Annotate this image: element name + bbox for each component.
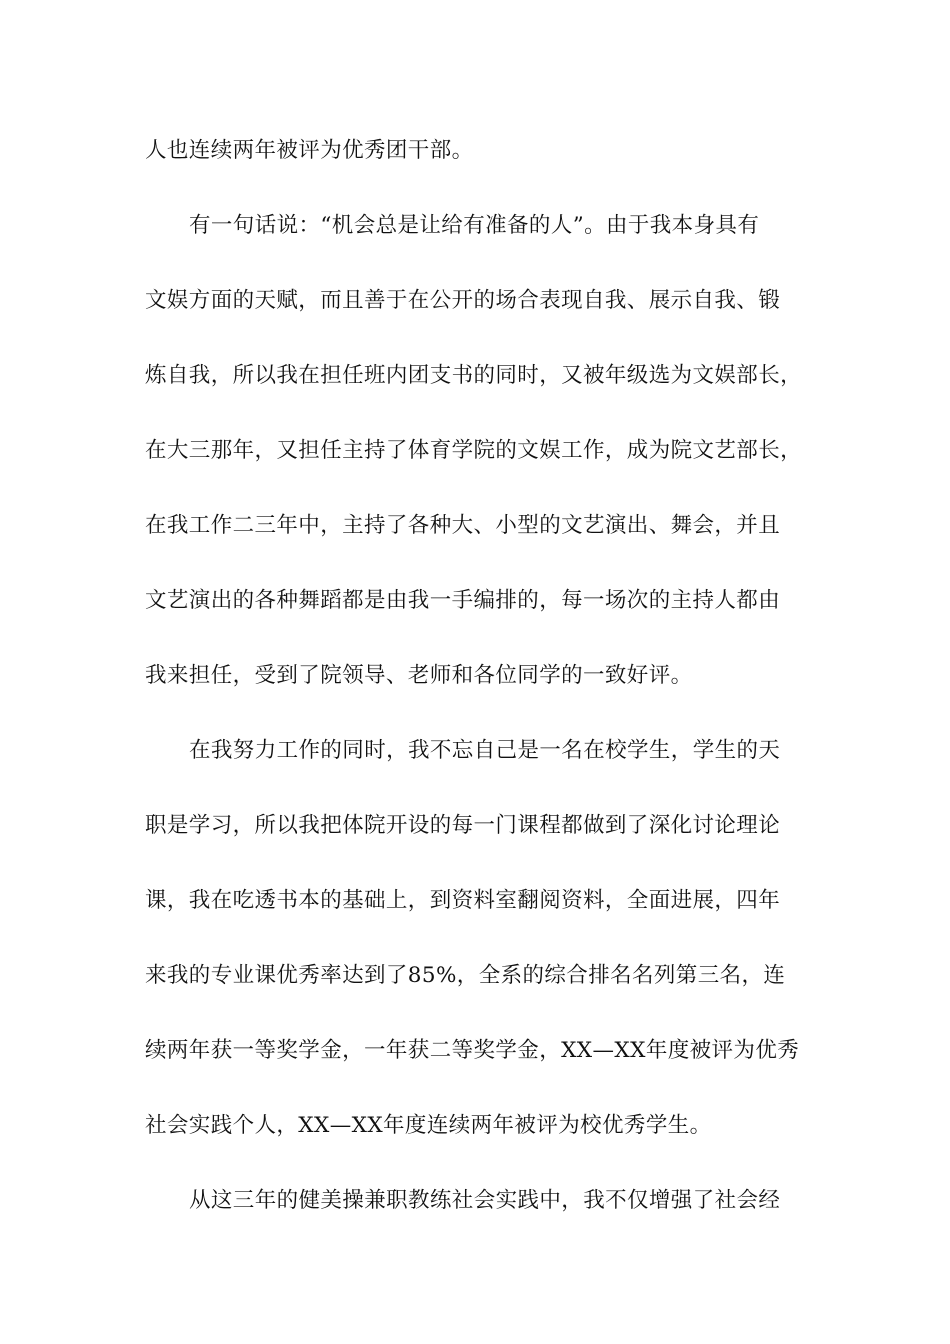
text-line-11: 课，我在吃透书本的基础上，到资料室翻阅资料，全面进展，四年 [145, 888, 781, 913]
text-line-8: 我来担任，受到了院领导、老师和各位同学的一致好评。 [145, 663, 693, 688]
text-line-15: 从这三年的健美操兼职教练社会实践中，我不仅增强了社会经 [189, 1188, 781, 1213]
text-line-3: 文娱方面的天赋，而且善于在公开的场合表现自我、展示自我、锻 [145, 288, 781, 313]
text-line-12: 来我的专业课优秀率达到了85%，全系的综合排名名列第三名，连 [145, 963, 786, 988]
text-line-1: 人也连续两年被评为优秀团干部。 [145, 138, 474, 163]
text-line-10: 职是学习，所以我把体院开设的每一门课程都做到了深化讨论理论 [145, 813, 781, 838]
text-line-7: 文艺演出的各种舞蹈都是由我一手编排的，每一场次的主持人都由 [145, 588, 781, 613]
body-text [145, 130, 835, 1255]
text-line-4: 炼自我，所以我在担任班内团支书的同时，又被年级选为文娱部长， [145, 363, 803, 388]
text-line-13: 续两年获一等奖学金，一年获二等奖学金，XX—XX年度被评为优秀 [145, 1038, 800, 1063]
text-line-5: 在大三那年，又担任主持了体育学院的文娱工作，成为院文艺部长， [145, 438, 803, 463]
text-line-6: 在我工作二三年中，主持了各种大、小型的文艺演出、舞会，并且 [145, 513, 781, 538]
text-line-14: 社会实践个人，XX—XX年度连续两年被评为校优秀学生。 [145, 1113, 712, 1138]
text-line-9: 在我努力工作的同时，我不忘自己是一名在校学生，学生的天 [189, 738, 781, 763]
text-line-2: 有一句话说：“机会总是让给有准备的人”。由于我本身具有 [189, 213, 760, 238]
